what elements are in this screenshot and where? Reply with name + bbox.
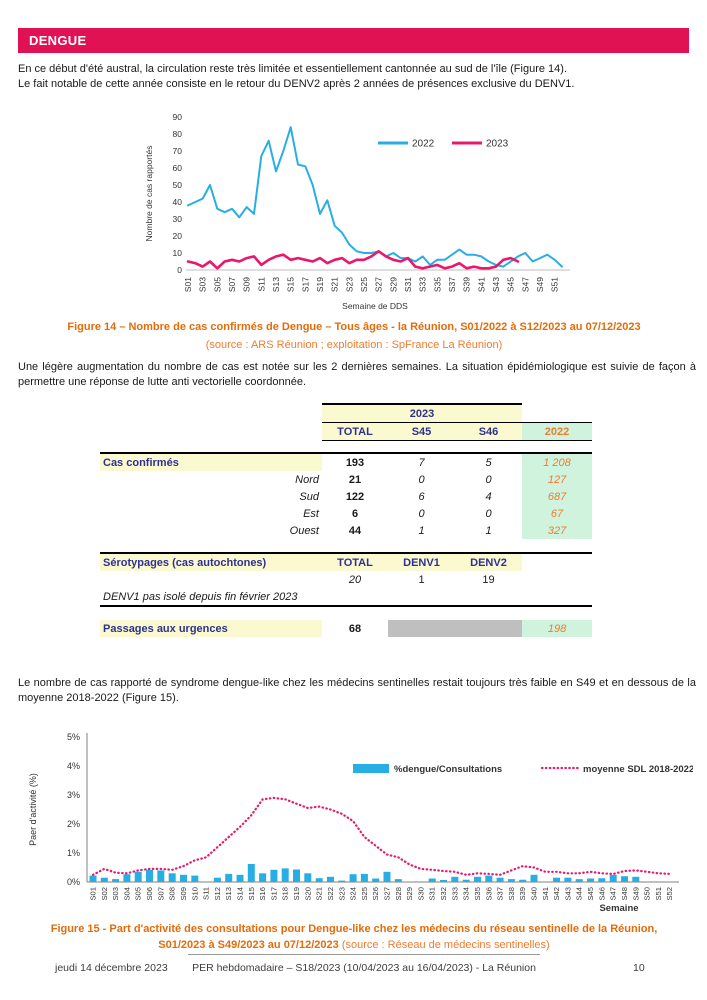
bar-S19 [293, 870, 300, 883]
svg-text:1%: 1% [66, 848, 80, 858]
page-footer [0, 950, 707, 990]
bar-S07 [157, 870, 164, 882]
serotypages-note-row [100, 588, 592, 606]
svg-text:S14: S14 [235, 887, 245, 901]
svg-text:S09: S09 [241, 277, 252, 293]
svg-text:S23: S23 [337, 887, 347, 901]
svg-text:S31: S31 [427, 887, 437, 901]
series-mean-dotted [93, 798, 670, 875]
region-s46: 1 [485, 524, 492, 537]
sentinel-paragraph: Le nombre de cas rapporté de syndrome dengue-like chez les médecins sentinelles restait toujours très faible en S49 et en dessous de la moyenne 2018-2022 (Figure 15). [18, 677, 696, 704]
serotypages-col-total: TOTAL [322, 553, 388, 571]
svg-text:80: 80 [172, 129, 182, 139]
svg-text:S13: S13 [271, 277, 281, 293]
bar-S14 [237, 875, 244, 882]
svg-text:S49: S49 [535, 277, 545, 293]
cas-confirmes-2022: 1 208 [522, 453, 592, 471]
bar-S25 [361, 874, 368, 882]
svg-text:S17: S17 [300, 277, 311, 293]
svg-text:S48: S48 [619, 887, 629, 901]
figure14-caption-source: (source : ARS Réunion ; exploitation : SpFrance La Réunion) [205, 339, 503, 351]
blank-cell [522, 553, 592, 571]
serotypages-label: Sérotypages (cas autochtones) [100, 553, 322, 571]
y-axis [67, 732, 80, 887]
legend-swatch-bars [353, 764, 389, 773]
region-s45: 1 [418, 524, 425, 537]
svg-text:S44: S44 [574, 887, 584, 901]
blank-cell [522, 404, 592, 423]
figure15-svg [25, 727, 693, 919]
col-header-2022: 2022 [522, 423, 592, 441]
bar-S16 [259, 873, 266, 882]
svg-text:S23: S23 [344, 277, 355, 293]
y-axis-title: Nombre de cas rapportés [144, 145, 154, 242]
bar-S03 [112, 879, 119, 882]
svg-text:5%: 5% [66, 732, 80, 742]
bar-S26 [372, 879, 379, 883]
bar-S22 [327, 877, 334, 882]
svg-text:20: 20 [172, 231, 182, 241]
svg-text:S15: S15 [246, 887, 256, 901]
urgences-total: 68 [348, 622, 362, 635]
serotypages-values-row [100, 571, 592, 588]
region-total: 21 [348, 473, 362, 486]
bar-S15 [248, 864, 255, 882]
y-axis [173, 112, 183, 275]
bar-S46 [598, 878, 605, 882]
bar-S34 [463, 880, 470, 882]
svg-text:S32: S32 [439, 887, 449, 901]
bar-S20 [304, 873, 311, 882]
svg-text:S51: S51 [653, 887, 663, 901]
svg-text:S16: S16 [258, 887, 268, 901]
svg-text:S18: S18 [280, 887, 290, 901]
figure14-caption-title: Figure 14 – Nombre de cas confirmés de Dengue – Tous âges - la Réunion, S01/2022 à S12/2023 au 07/12/2023 [67, 321, 641, 333]
svg-text:S17: S17 [269, 887, 279, 901]
footer-title: PER hebdomadaire – S18/2023 (10/04/2023 au 16/04/2023) - La Réunion [188, 954, 540, 974]
footer-date: jeudi 14 décembre 2023 [55, 962, 168, 974]
bar-S44 [576, 879, 583, 882]
serotypages-total: 20 [348, 573, 362, 586]
svg-text:S50: S50 [642, 887, 652, 901]
svg-text:S13: S13 [224, 887, 234, 901]
svg-text:S43: S43 [491, 277, 501, 293]
bar-S09 [180, 875, 187, 882]
svg-text:3%: 3% [66, 790, 80, 800]
bar-S40 [531, 875, 538, 882]
svg-text:S39: S39 [518, 887, 528, 901]
svg-text:S41: S41 [540, 887, 550, 901]
region-total: 6 [351, 507, 359, 520]
svg-text:S51: S51 [549, 277, 560, 293]
legend [353, 764, 693, 775]
figure15-caption-title: Figure 15 - Part d'activité des consultations pour Dengue-like chez les médecins du réseau sentinelle de la Réunion, S01/2023 à [50, 923, 658, 951]
svg-text:S07: S07 [156, 887, 166, 901]
serotypages-note: DENV1 pas isolé depuis fin février 2023 [100, 588, 592, 606]
bar-S35 [474, 877, 481, 882]
svg-text:S04: S04 [122, 887, 132, 901]
region-row-sud [100, 488, 592, 505]
svg-text:30: 30 [172, 214, 182, 224]
svg-text:S10: S10 [190, 887, 200, 901]
cas-confirmes-s46: 5 [455, 453, 522, 471]
section-banner-dengue: DENGUE [18, 28, 689, 53]
svg-text:S37: S37 [447, 277, 457, 293]
figure15-caption-title-2: S49/2023 au 07/12/2023 [217, 939, 342, 951]
svg-text:S26: S26 [371, 887, 381, 901]
bar-S49 [632, 877, 639, 882]
svg-text:S03: S03 [197, 277, 208, 293]
bar-S37 [497, 878, 504, 882]
bar-S04 [123, 874, 130, 882]
region-total: 44 [348, 524, 362, 537]
figure15-caption [28, 921, 680, 953]
svg-text:S33: S33 [417, 277, 428, 293]
svg-text:S43: S43 [563, 887, 573, 901]
svg-text:4%: 4% [66, 761, 80, 771]
legend-label-2022: 2022 [412, 138, 435, 150]
region-row-nord [100, 471, 592, 488]
svg-text:S47: S47 [608, 887, 618, 901]
svg-text:0%: 0% [66, 877, 80, 887]
bar-S33 [451, 877, 458, 882]
region-s45: 6 [418, 490, 425, 503]
svg-text:S52: S52 [665, 887, 675, 901]
bar-S13 [225, 874, 232, 882]
bar-S47 [610, 875, 617, 882]
svg-text:S35: S35 [472, 887, 482, 901]
svg-text:S36: S36 [484, 887, 494, 901]
svg-text:S20: S20 [303, 887, 313, 901]
svg-text:S31: S31 [403, 277, 413, 293]
urgences-row [100, 620, 592, 637]
figure15-caption-source: (source : Réseau de médecins sentinelles) [341, 939, 550, 951]
blank-cell [522, 571, 592, 588]
svg-text:S42: S42 [552, 887, 562, 901]
region-row-est [100, 505, 592, 522]
bar-S21 [316, 878, 323, 882]
legend [378, 139, 509, 150]
intro-paragraph [18, 62, 696, 92]
bar-S45 [587, 879, 594, 883]
table-year-header-row [100, 404, 592, 423]
region-s46: 4 [485, 490, 492, 503]
bar-S28 [395, 879, 402, 882]
cas-confirmes-total: 193 [322, 453, 388, 471]
svg-text:S08: S08 [167, 887, 177, 901]
x-axis-title: Semaine de DDS [342, 301, 408, 311]
region-total: 122 [345, 490, 365, 503]
bar-S43 [564, 878, 571, 882]
figure14-line-chart [140, 103, 600, 315]
svg-text:S03: S03 [111, 887, 121, 901]
region-s46: 0 [485, 473, 492, 486]
serotypages-header-row [100, 553, 592, 571]
svg-text:S11: S11 [201, 887, 211, 900]
svg-text:S49: S49 [631, 887, 641, 901]
figure14-svg [140, 103, 600, 315]
col-header-s45: S45 [388, 423, 455, 441]
svg-text:S38: S38 [506, 887, 516, 901]
svg-text:40: 40 [172, 197, 182, 207]
svg-text:S19: S19 [315, 277, 325, 293]
svg-text:S01: S01 [88, 887, 98, 901]
region-s45: 0 [418, 473, 425, 486]
bar-S12 [214, 878, 221, 882]
urgences-gray-bar [388, 620, 522, 637]
svg-text:S27: S27 [373, 277, 384, 293]
bar-S23 [338, 881, 345, 882]
region-label: Sud [299, 490, 319, 503]
svg-text:S27: S27 [382, 887, 392, 901]
x-axis [89, 887, 675, 901]
legend-label-2023: 2023 [486, 138, 509, 150]
legend-label-mean: moyenne SDL 2018-2022 [583, 764, 693, 775]
svg-text:S05: S05 [133, 887, 143, 901]
spacer [100, 539, 592, 553]
svg-text:S21: S21 [329, 277, 340, 293]
svg-text:S12: S12 [212, 887, 222, 901]
bar-S18 [282, 868, 289, 882]
serotypages-denv2: 19 [482, 573, 495, 586]
bar-S32 [440, 880, 447, 882]
region-s45: 0 [418, 507, 425, 520]
bar-S42 [553, 878, 560, 882]
svg-text:S24: S24 [348, 887, 358, 901]
spacer [100, 606, 592, 620]
svg-text:90: 90 [172, 112, 182, 122]
svg-text:S05: S05 [212, 277, 223, 293]
bar-S02 [101, 878, 108, 882]
svg-text:60: 60 [172, 163, 182, 173]
region-label: Nord [295, 473, 319, 486]
svg-text:S11: S11 [256, 277, 267, 292]
intro-line-1: En ce début d'été austral, la circulation reste très limitée et essentiellement cantonnée au sud de l'île (Figure 14). [18, 63, 568, 75]
svg-text:S37: S37 [495, 887, 505, 901]
urgences-label: Passages aux urgences [100, 620, 322, 637]
legend-label-bars: %dengue/Consultations [394, 764, 503, 775]
bar-S36 [485, 876, 492, 882]
svg-text:S34: S34 [461, 887, 471, 901]
x-axis-title: Semaine [599, 903, 639, 914]
region-row-ouest [100, 522, 592, 539]
series-bars [90, 864, 640, 882]
serotypages-col-denv2: DENV2 [455, 553, 522, 571]
svg-text:S25: S25 [359, 887, 369, 901]
bar-S27 [384, 872, 391, 882]
bar-S10 [191, 876, 198, 882]
cas-confirmes-row [100, 453, 592, 471]
dengue-summary-table [100, 403, 592, 637]
cas-confirmes-label: Cas confirmés [100, 453, 322, 471]
region-2022: 687 [522, 488, 592, 505]
region-2022: 127 [522, 471, 592, 488]
spacer [100, 441, 592, 454]
serotypages-col-denv1: DENV1 [388, 553, 455, 571]
bar-S17 [270, 870, 277, 882]
svg-text:S47: S47 [520, 277, 531, 293]
x-axis [183, 277, 560, 292]
region-2022: 327 [522, 522, 592, 539]
bar-S31 [429, 879, 436, 883]
svg-text:S07: S07 [227, 277, 237, 293]
year-2023-header: 2023 [322, 404, 522, 423]
blank-cell [100, 423, 322, 441]
bar-S01 [90, 876, 97, 882]
bar-S08 [169, 873, 176, 882]
region-2022: 67 [522, 505, 592, 522]
svg-text:S35: S35 [432, 277, 443, 293]
y-axis-title: Paer d'activité (%) [28, 773, 38, 846]
serotypages-denv1: 1 [418, 573, 425, 586]
figure15-bar-chart [25, 727, 693, 919]
svg-text:10: 10 [172, 248, 182, 258]
bar-S38 [508, 879, 515, 882]
situation-paragraph: Une légère augmentation du nombre de cas est notée sur les 2 dernières semaines. La situation épidémiologique est suivie de façon à permettre une réponse de lutte anti vectorielle coordonnée. [18, 361, 696, 388]
bar-S06 [146, 870, 153, 882]
footer-page-number: 10 [633, 962, 645, 974]
figure14-caption [30, 319, 678, 353]
svg-text:S46: S46 [597, 887, 607, 901]
svg-text:S40: S40 [529, 887, 539, 901]
svg-text:S30: S30 [416, 887, 426, 901]
svg-text:S01: S01 [183, 277, 193, 293]
svg-text:S06: S06 [145, 887, 155, 901]
svg-text:S19: S19 [292, 887, 302, 901]
svg-text:70: 70 [172, 146, 182, 156]
svg-text:S29: S29 [405, 887, 415, 901]
col-header-total: TOTAL [322, 423, 388, 441]
svg-text:S39: S39 [461, 277, 472, 293]
svg-text:S02: S02 [99, 887, 109, 901]
svg-text:2%: 2% [66, 819, 80, 829]
svg-text:S09: S09 [178, 887, 188, 901]
bar-S24 [350, 874, 357, 882]
svg-text:0: 0 [177, 265, 182, 275]
svg-text:S41: S41 [476, 277, 487, 293]
svg-text:S21: S21 [314, 887, 324, 901]
svg-text:S22: S22 [325, 887, 335, 901]
svg-text:S28: S28 [393, 887, 403, 901]
region-s46: 0 [485, 507, 492, 520]
table-column-header-row [100, 423, 592, 441]
intro-line-2: Le fait notable de cette année consiste en le retour du DENV2 après 2 années de présences exclusive du DENV1. [18, 78, 575, 90]
bar-S48 [621, 876, 628, 882]
bar-S05 [135, 872, 142, 882]
region-label: Ouest [289, 524, 319, 537]
cas-confirmes-s45: 7 [388, 453, 455, 471]
svg-text:S15: S15 [285, 277, 296, 293]
col-header-s46: S46 [455, 423, 522, 441]
svg-text:S33: S33 [450, 887, 460, 901]
svg-text:50: 50 [172, 180, 182, 190]
svg-text:S45: S45 [505, 277, 516, 293]
svg-text:S29: S29 [388, 277, 399, 293]
bar-S39 [519, 880, 526, 882]
svg-text:S25: S25 [359, 277, 369, 293]
blank-cell [100, 404, 322, 423]
region-label: Est [303, 507, 319, 520]
urgences-2022: 198 [522, 620, 592, 637]
blank-cell [100, 571, 322, 588]
svg-text:S45: S45 [586, 887, 596, 901]
